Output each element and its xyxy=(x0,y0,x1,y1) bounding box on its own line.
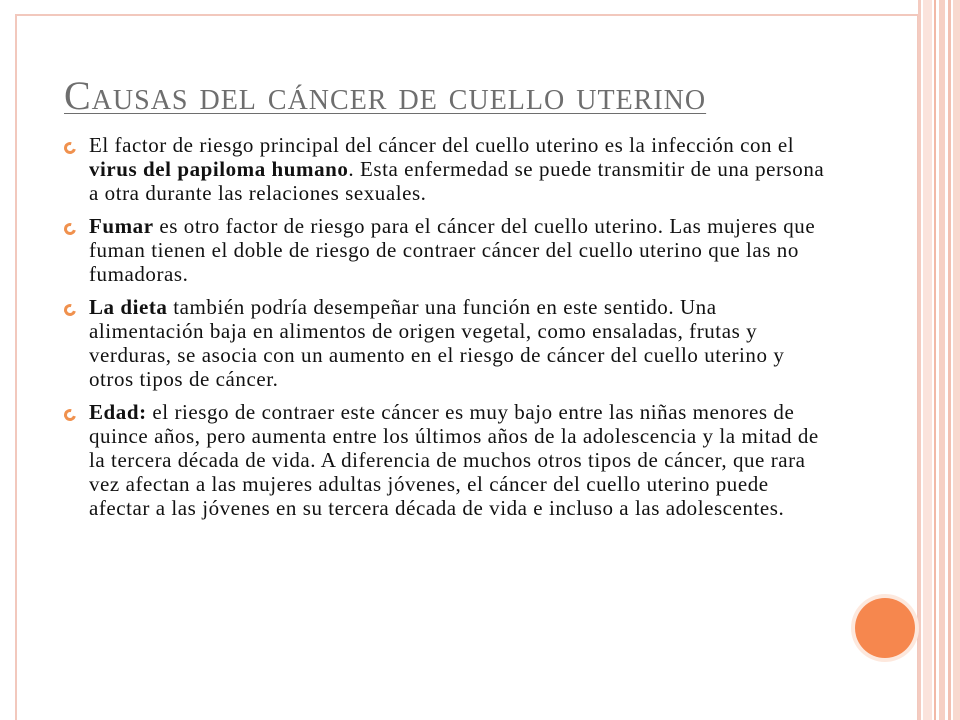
bullet-icon xyxy=(62,221,78,237)
bullet-text: . Esta enfermedad se puede transmitir de una persona a otra durante las relaciones sexuales. xyxy=(89,157,825,205)
stripe xyxy=(948,0,951,720)
stripe xyxy=(923,0,932,720)
bullet-bold-text: La dieta xyxy=(89,295,168,319)
bullet-bold-text: virus del papiloma humano xyxy=(89,157,349,181)
stripe xyxy=(918,0,921,720)
slide-title: Causas del cáncer de cuello uterino xyxy=(64,73,707,118)
bullet-icon xyxy=(62,140,78,156)
bullet-item xyxy=(60,400,830,520)
stripe xyxy=(934,0,936,720)
stripe xyxy=(953,0,960,720)
bullet-item xyxy=(60,133,830,205)
bullet-icon xyxy=(62,302,78,318)
bullet-bold-text: Edad: xyxy=(89,400,147,424)
bullet-bold-text: Fumar xyxy=(89,214,154,238)
bullet-text: también podría desempeñar una función en este sentido. Una alimentación baja en alimentos de origen vegetal, como ensaladas, frutas y verduras, se asocia con un aumento en el riesgo de cáncer del cuello uterino y otros tipos de cáncer. xyxy=(89,295,785,391)
bullet-icon xyxy=(62,407,78,423)
bullet-list xyxy=(60,133,830,529)
bullet-item xyxy=(60,214,830,286)
decorative-stripes xyxy=(918,0,960,720)
bullet-text: el riesgo de contraer este cáncer es muy bajo entre las niñas menores de quince años, pero aumenta entre los últimos años de la adolescencia y la mitad de la tercera década de vida. A diferencia de muchos otros tipos de cáncer, que rara vez afectan a las mujeres adultas jóvenes, el cáncer del cuello uterino puede afectar a las jóvenes en su tercera década de vida e incluso a las adolescentes. xyxy=(89,400,819,520)
decorative-orb xyxy=(855,598,915,658)
bullet-text: es otro factor de riesgo para el cáncer del cuello uterino. Las mujeres que fuman tienen el doble de riesgo de contraer cáncer del cuello uterino que las no fumadoras. xyxy=(89,214,816,286)
bullet-item xyxy=(60,295,830,391)
bullet-text: El factor de riesgo principal del cáncer del cuello uterino es la infección con el xyxy=(89,133,795,157)
stripe xyxy=(939,0,945,720)
